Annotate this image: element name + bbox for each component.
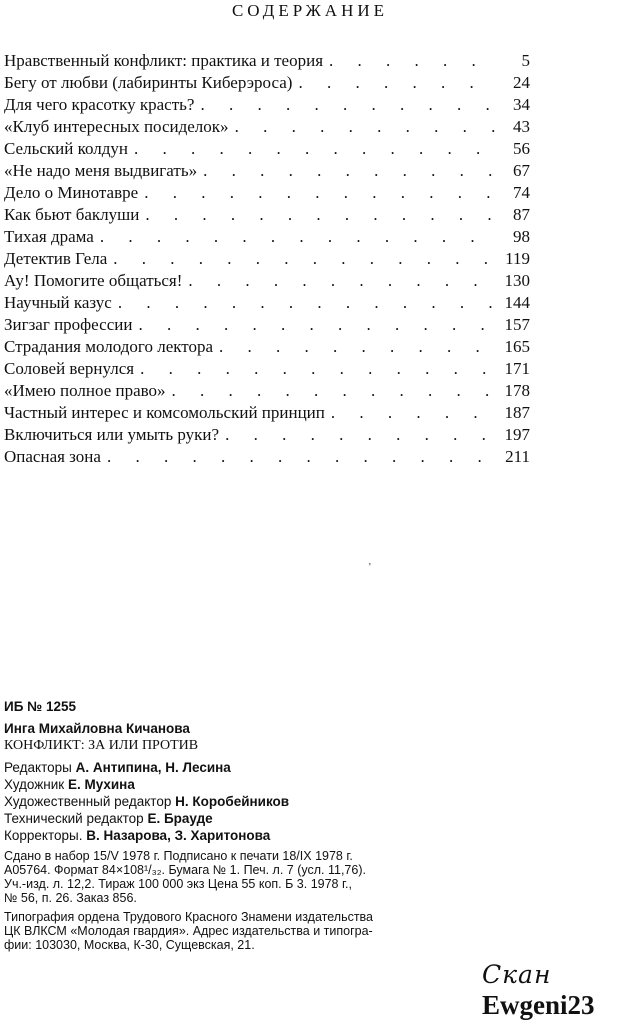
author-name: Инга Михайловна Кичанова (4, 721, 190, 736)
art-editor-line (4, 793, 544, 810)
toc-entry-page: 87 (513, 205, 530, 224)
toc-entry-title: Тихая драма (4, 227, 94, 246)
toc-entry-title: Опасная зона (4, 447, 101, 466)
print-line: Уч.-изд. л. 12,2. Тираж 100 000 экз Цена 55 коп. Б 3. 1978 г., (4, 877, 352, 891)
toc-entry-page: 157 (504, 315, 530, 334)
tech-editor-label: Технический редактор (4, 811, 144, 826)
toc-entry-title: Включиться или умыть руки? (4, 425, 220, 444)
toc-leader-dots (145, 204, 496, 226)
toc-entry-title: Нравственный конфликт: практика и теория (4, 51, 324, 70)
toc-entry-page: 43 (513, 117, 530, 136)
toc-entry (4, 424, 530, 446)
print-details (4, 849, 544, 905)
toc-entry (4, 248, 530, 270)
press-line: фии: 103030, Москва, К-30, Сущевская, 21. (4, 938, 255, 952)
toc-entry (4, 94, 530, 116)
toc-entry-title: Зигзаг профессии (4, 315, 133, 334)
toc-entry (4, 270, 530, 292)
toc-entry-title: Для чего красотку красть? (4, 95, 195, 114)
toc-entry (4, 446, 530, 468)
page-title: СОДЕРЖАНИЕ (231, 1, 389, 20)
artist-label: Художник (4, 777, 65, 792)
editors-line (4, 759, 544, 776)
toc-entry (4, 204, 530, 226)
tech-editor-line (4, 810, 544, 827)
tech-editor-name: Е. Брауде (147, 811, 213, 826)
print-line: № 56, п. 26. Заказ 856. (4, 891, 137, 905)
toc-entry-page: 144 (504, 293, 530, 312)
editors-label: Редакторы (4, 760, 72, 775)
correctors-names: В. Назарова, З. Харитонова (86, 828, 271, 843)
art-editor-name: Н. Коробейников (175, 794, 290, 809)
colophon (4, 698, 544, 952)
toc-entry-title: Страдания молодого лектора (4, 337, 214, 356)
toc-entry-page: 130 (504, 271, 530, 290)
toc-entry-page: 67 (513, 161, 530, 180)
toc-entry (4, 336, 530, 358)
artist-name: Е. Мухина (67, 777, 135, 792)
toc-entry-page: 211 (505, 447, 530, 466)
stray-mark: ' (369, 562, 371, 573)
toc-leader-dots (134, 138, 496, 160)
toc-leader-dots (219, 336, 496, 358)
book-title: КОНФЛИКТ: ЗА ИЛИ ПРОТИВ (4, 738, 199, 753)
toc-entry-title: Как бьют баклуши (4, 205, 140, 224)
toc-entry-title: Детектив Гела (4, 249, 108, 268)
toc-leader-dots (100, 226, 496, 248)
toc-entry-title: «Клуб интересных посиделок» (4, 117, 229, 136)
toc-entry-title: «Не надо меня выдвигать» (4, 161, 198, 180)
toc-entry (4, 380, 530, 402)
toc-entry (4, 72, 530, 94)
press-details (4, 910, 544, 952)
toc-leader-dots (138, 314, 496, 336)
correctors-label: Корректоры. (4, 828, 83, 843)
toc-leader-dots (188, 270, 496, 292)
toc-entry-title: Дело о Минотавре (4, 183, 139, 202)
toc-entry-page: 197 (504, 425, 530, 444)
toc-entry (4, 226, 530, 248)
toc-entry (4, 50, 530, 72)
toc-leader-dots (200, 94, 496, 116)
toc-leader-dots (225, 424, 496, 446)
artist-line (4, 776, 544, 793)
print-line: Сдано в набор 15/V 1978 г. Подписано к печати 18/IX 1978 г. (4, 849, 353, 863)
ib-number: ИБ № 1255 (4, 699, 76, 714)
toc-entry-page: 56 (513, 139, 530, 158)
toc-entry-page: 119 (505, 249, 530, 268)
toc-leader-dots (118, 292, 496, 314)
print-line: А05764. Формат 84×108¹/₃₂. Бумага № 1. Печ. л. 7 (усл. 11,76). (4, 863, 366, 877)
art-editor-label: Художественный редактор (4, 794, 172, 809)
correctors-line (4, 827, 544, 844)
press-line: Типография ордена Трудового Красного Знамени издательства (4, 910, 374, 924)
toc-entry-page: 5 (521, 51, 530, 70)
toc-entry-page: 24 (513, 73, 530, 92)
editors-names: А. Антипина, Н. Лесина (75, 760, 231, 775)
toc-leader-dots (144, 182, 496, 204)
toc-entry-page: 34 (513, 95, 530, 114)
toc-leader-dots (298, 72, 496, 94)
scan-watermark-author: Ewgeni23 (482, 990, 595, 1020)
toc-entry (4, 182, 530, 204)
toc-entry (4, 402, 530, 424)
toc-entry (4, 116, 530, 138)
toc-entry-page: 98 (513, 227, 530, 246)
toc-entry (4, 314, 530, 336)
toc-entry-title: Соловей вернулся (4, 359, 135, 378)
toc-leader-dots (113, 248, 496, 270)
toc-leader-dots (107, 446, 496, 468)
toc-entry (4, 138, 530, 160)
toc-leader-dots (329, 50, 496, 72)
toc-entry-page: 171 (504, 359, 530, 378)
toc-entry-page: 165 (504, 337, 530, 356)
toc-leader-dots (203, 160, 496, 182)
toc-entry-page: 74 (513, 183, 530, 202)
toc-leader-dots (140, 358, 496, 380)
table-of-contents (4, 50, 530, 468)
toc-leader-dots (235, 116, 496, 138)
press-line: ЦК ВЛКСМ «Молодая гвардия». Адрес издательства и типогра- (4, 924, 373, 938)
scan-watermark-label: Скан (482, 960, 552, 989)
toc-entry-title: Научный казус (4, 293, 112, 312)
toc-entry-title: Сельский колдун (4, 139, 128, 158)
toc-entry-title: Частный интерес и комсомольский принцип (4, 403, 325, 422)
toc-entry (4, 358, 530, 380)
toc-entry-page: 187 (504, 403, 530, 422)
toc-entry (4, 292, 530, 314)
toc-leader-dots (331, 402, 496, 424)
toc-entry-title: Бегу от любви (лабиринты Киберэроса) (4, 73, 293, 92)
toc-entry-title: «Имею полное право» (4, 381, 166, 400)
toc-entry-title: Ау! Помогите общаться! (4, 271, 183, 290)
toc-entry-page: 178 (504, 381, 530, 400)
toc-leader-dots (172, 380, 496, 402)
toc-entry (4, 160, 530, 182)
